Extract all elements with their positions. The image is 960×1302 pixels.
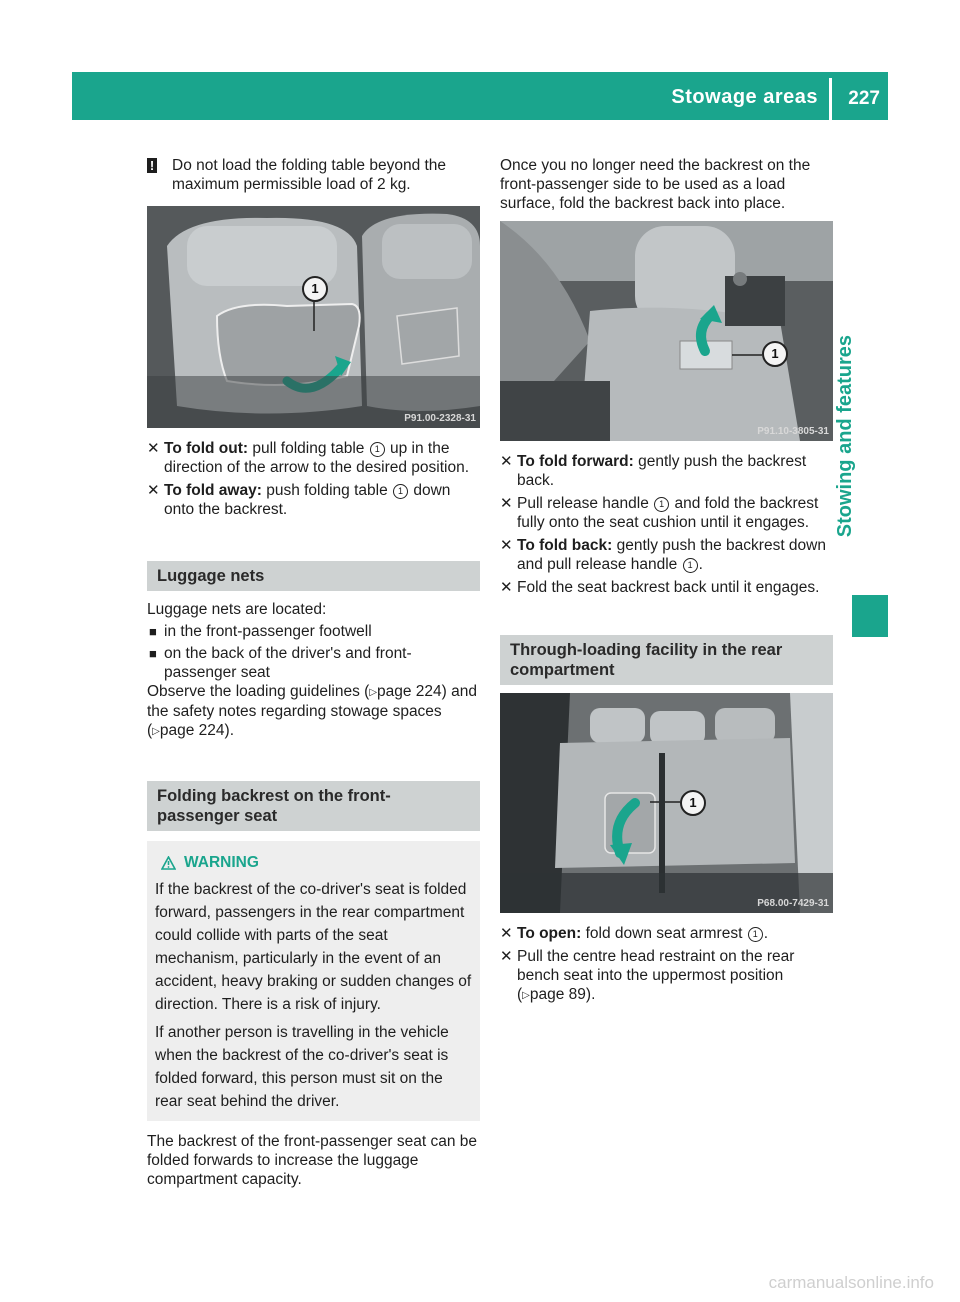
observe-text: ). — [224, 722, 234, 739]
step-label: To fold back: — [517, 537, 613, 554]
list-item — [147, 644, 480, 682]
step-item — [147, 481, 480, 519]
step-item — [500, 924, 833, 943]
reference-number: 1 — [683, 558, 698, 573]
rear-seat-illustration — [500, 693, 833, 913]
page-number: 227 — [848, 88, 880, 109]
observe-text: ) and the safety notes regarding stowage spaces ( — [147, 683, 478, 739]
step-item — [500, 947, 833, 1005]
observe-guidelines — [147, 682, 480, 741]
reference-number: 1 — [370, 442, 385, 457]
warning-title-text: WARNING — [184, 854, 259, 871]
return-backrest-intro: Once you no longer need the backrest on the front-passenger side to be used as a load surface, fold the backrest back into place. — [500, 157, 811, 212]
list-item-text: on the back of the driver's and front-passenger seat — [164, 645, 412, 681]
page-reference-link[interactable]: page 89 — [529, 986, 586, 1003]
folding-backrest-info: The backrest of the front-passenger seat can be folded forwards to increase the luggage compartment capacity. — [147, 1133, 477, 1188]
step-arrow-icon: ✕ — [500, 537, 513, 554]
luggage-intro: Luggage nets are located: — [147, 601, 327, 618]
step-arrow-icon: ✕ — [500, 948, 513, 965]
step-text: . — [698, 556, 703, 573]
chapter-tab-marker — [852, 595, 888, 637]
step-text: and fold the backrest fully onto the seat cushion until it engages. — [517, 495, 819, 531]
page-ref-icon: ▷ — [152, 726, 160, 737]
reference-number: 1 — [748, 927, 763, 942]
caution-note — [147, 156, 480, 194]
step-text: up in the direction of the arrow to the desired position. — [164, 440, 470, 476]
step-label: To open: — [517, 925, 582, 942]
warning-title — [155, 851, 474, 874]
step-item — [500, 536, 833, 574]
step-text: down onto the backrest. — [164, 482, 451, 518]
step-arrow-icon: ✕ — [500, 453, 513, 470]
header-divider — [829, 78, 832, 120]
warning-box — [147, 841, 480, 1121]
through-loading-heading: Through-loading facility in the rear compartment — [500, 635, 833, 685]
fold-backrest-steps — [500, 452, 833, 597]
caution-note-text: Do not load the folding table beyond the maximum permissible load of 2 kg. — [172, 157, 447, 193]
step-label: To fold forward: — [517, 453, 634, 470]
step-text: . — [763, 925, 769, 942]
step-arrow-icon: ✕ — [500, 925, 513, 942]
release-handle-illustration — [500, 221, 833, 441]
list-item — [147, 622, 480, 641]
image-code: P91.00-2328-31 — [404, 413, 476, 424]
step-text: fold down seat armrest — [581, 925, 747, 942]
page-reference-link[interactable]: page 224 — [159, 722, 225, 739]
callout-marker: 1 — [762, 341, 788, 367]
left-column — [147, 156, 480, 1189]
step-item — [500, 578, 833, 597]
folding-table-illustration — [147, 206, 480, 428]
step-label: To fold out: — [164, 440, 249, 457]
chapter-side-label: Stowing and features — [834, 335, 856, 538]
image-code: P91.10-3805-31 — [757, 426, 829, 437]
luggage-nets-body — [147, 600, 480, 741]
step-text: gently push the backrest down and pull release handle — [517, 537, 826, 573]
exclamation-icon: ! — [147, 158, 157, 173]
image-code: P68.00-7429-31 — [757, 898, 829, 909]
step-arrow-icon: ✕ — [500, 495, 513, 512]
right-column — [500, 156, 833, 1005]
rear-seat-photo — [500, 693, 833, 913]
folding-backrest-heading: Folding backrest on the front-passenger seat — [147, 781, 480, 831]
step-text: pull folding table — [248, 440, 369, 457]
warning-paragraph: If the backrest of the co-driver's seat is folded forward, passengers in the rear compartment could collide with parts of the seat mechanism, particularly in the event of an accident, heavy braking or sudden changes of direction. There is a risk of injury. — [155, 881, 472, 1013]
step-text: gently push the backrest back. — [517, 453, 807, 489]
through-loading-steps — [500, 924, 833, 1005]
step-item — [500, 494, 833, 532]
fold-table-steps — [147, 439, 480, 519]
step-text: Pull release handle — [517, 495, 654, 512]
warning-triangle-icon — [161, 856, 176, 870]
page-header — [72, 72, 888, 120]
step-text: Fold the seat backrest back until it engages. — [517, 579, 820, 596]
list-item-text: in the front-passenger footwell — [164, 623, 372, 640]
step-arrow-icon: ✕ — [147, 440, 160, 457]
step-label: To fold away: — [164, 482, 262, 499]
release-handle-photo — [500, 221, 833, 441]
reference-number: 1 — [654, 497, 669, 512]
step-text: push folding table — [261, 482, 393, 499]
step-text: Pull the centre head restraint on the rear bench seat into the uppermost position ( — [517, 948, 795, 1003]
page-ref-icon: ▷ — [369, 687, 378, 698]
callout-marker: 1 — [680, 790, 706, 816]
step-item — [147, 439, 480, 477]
folding-table-photo — [147, 206, 480, 428]
callout-marker: 1 — [302, 276, 328, 302]
bullet-icon: ■ — [149, 624, 157, 639]
reference-number: 1 — [393, 484, 408, 499]
step-text: ). — [585, 986, 596, 1003]
warning-paragraph: If another person is travelling in the vehicle when the backrest of the co-driver's seat is folded forward, this person must sit on the rear seat behind the driver. — [155, 1024, 449, 1110]
observe-text: Observe the loading guidelines ( — [147, 683, 370, 700]
step-arrow-icon: ✕ — [147, 482, 160, 499]
bullet-icon: ■ — [149, 646, 157, 661]
step-item — [500, 452, 833, 490]
watermark: carmanualsonline.info — [768, 1273, 934, 1292]
section-title: Stowage areas — [671, 86, 818, 108]
page-ref-icon: ▷ — [522, 990, 530, 1001]
page-reference-link[interactable]: page 224 — [377, 683, 442, 700]
luggage-nets-heading: Luggage nets — [147, 561, 480, 591]
step-arrow-icon: ✕ — [500, 579, 513, 596]
